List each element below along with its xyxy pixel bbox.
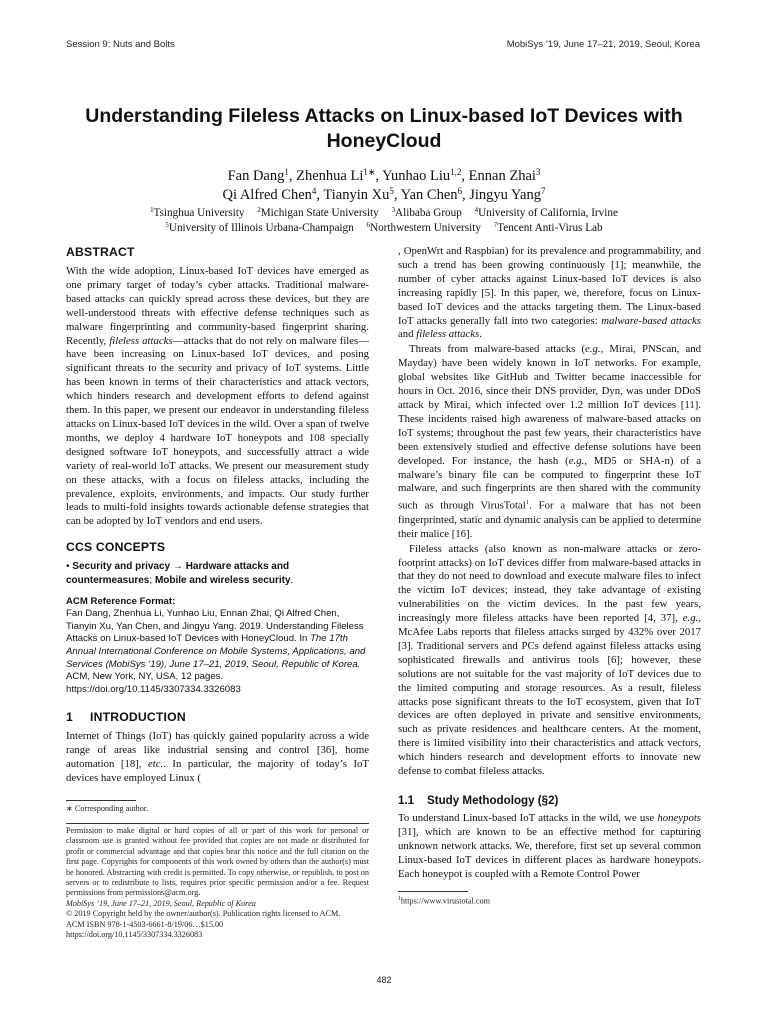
- affiliation-line-1: [60, 206, 708, 220]
- intro-paragraph-1-start: Internet of Things (IoT) has quickly gained popularity across a wide range of areas like industrial sensing and control [36], home automation [18], etc.. In particular, the majority of today’s IoT devices have employed Linux (: [66, 730, 369, 785]
- author-name: Qi Alfred Chen: [222, 187, 312, 203]
- acm-reference-text: Fan Dang, Zhenhua Li, Yunhao Liu, Ennan Zhai, Qi Alfred Chen, Tianyin Xu, Yan Chen, and Jingyu Yang. 2019. Understanding Fileless Attacks on Linux-based IoT Devices with HoneyCloud. In The 17th Annual International Conference on Mobile Systems, Applications, and Services (MobiSys ’19), June 17–21, 2019, Seoul, Republic of Korea. ACM, New York, NY, USA, 12 pages. https://doi.org/10.1145/3307334.3326083: [66, 608, 366, 695]
- author-sup: 4: [311, 186, 317, 197]
- author-name: Zhenhua Li: [296, 168, 364, 184]
- author-sup: 5: [389, 186, 394, 197]
- ccs-heading: CCS CONCEPTS: [66, 540, 166, 555]
- author-sup: 1∗: [363, 167, 376, 178]
- acm-reference-label: ACM Reference Format:: [66, 596, 176, 608]
- subsection-heading: 1.1 Study Methodology (§2): [398, 794, 559, 808]
- author-sup: 1,2: [450, 167, 462, 178]
- affiliation: $^3$Alibaba Group: [391, 206, 462, 219]
- ccs-concepts: • Security and privacy → Hardware attacks and countermeasures; Mobile and wireless security.: [66, 561, 294, 586]
- affiliation: $^1$Tsinghua University: [150, 206, 245, 219]
- footnote-rule: [66, 800, 136, 801]
- author-name: Yan Chen: [400, 187, 458, 203]
- left-column: [66, 245, 369, 940]
- affiliation: $^5$University of Illinois Urbana-Champaign: [165, 221, 354, 234]
- author-line-1: Fan Dang$^1$, Zhenhua $Li^{1∗}$, Yunhao Liu$^{1,2}$, Ennan Zhai$^3$: [227, 167, 541, 184]
- footnote-rule-right: [398, 891, 468, 892]
- permission-rule: [66, 823, 369, 824]
- footnote-virustotal: $^1$https://www.virustotal.com: [398, 895, 490, 906]
- virustotal-link[interactable]: https://www.virustotal.com: [400, 896, 490, 906]
- intro-paragraph-2: Threats from malware-based attacks (e.g., Mirai, PNScan, and Mayday) have been widely known in IoT networks. For example, global websites like GitHub and Twitter became inaccessible for hours in Oct. 2016, since their DNS provider, Dyn, was under DDoS attack by Mirai, which infected over 1.2 million IoT devices [11]. These incidents raised high awareness of malware-based attacks on IoT systems; throughout the past few years, their characteristics have been extensively studied and effective defense solutions have been developed. For instance, the hash (e.g., MD5 or SHA-n) of a malware’s binary file can be computed to fingerprint these IoT malware, and such fingerprints are then shared with the community such as through VirusTotal$^1$. For a malware that has not been fingerprinted, static and dynamic analysis can be applied to determine their malice [16].: [398, 343, 702, 540]
- intro-heading: 1 INTRODUCTION: [66, 710, 186, 725]
- author-sup: 1: [284, 167, 289, 178]
- page-number: 482: [376, 975, 392, 985]
- author-sup: 3: [535, 167, 541, 178]
- affiliation: $^2$Michigan State University: [257, 206, 379, 219]
- affiliation-line-2: [60, 221, 708, 235]
- author-line-2: Qi Alfred Chen$^4$, Tianyin Xu$^5$, Yan Chen$^6$, Jingyu Yang$^7$: [222, 186, 546, 203]
- intro-paragraph-3: Fileless attacks (also known as non-malware attacks or zero-footprint attacks) on IoT devices differ from malware-based attacks in that they do not need to download and execute malware files to infect the victim IoT devices; instead, they take advantage of existing vulnerabilities on the victim devices. In the past few years, increasingly more fileless attacks have been reported [4, 37], e.g., McAfee Labs reports that fileless attacks surged by 432% over 2017 [3]. Traditional servers and PCs defend against fileless attacks using sophisticated firewalls and antivirus tools [6]; however, these solutions are not suitable for the vast majority of IoT devices due to the limited computing and storage resources. As a result, fileless attacks pose significant threats to the IoT ecosystem, given that IoT devices are often deployed in private and sensitive environments, such as private residences and healthcare centers. At the moment, there is limited visibility into their characteristics and attack vectors, which hinders research and development efforts to innovate new defense to combat fileless attacks.: [398, 542, 701, 778]
- author-sup: 6: [457, 186, 463, 197]
- venue-line: MobiSys ’19, June 17–21, 2019, Seoul, Republic of Korea: [66, 898, 256, 908]
- abstract-text: With the wide adoption, Linux-based IoT devices have emerged as one primary target of today’s cyber attacks. Traditional malware-based attacks can quickly spread across these devices, but they are well-understood threats with effective defense techniques such as malware fingerprinting and community-based fingerprint sharing. Recently, fileless attacks—attacks that do not rely on malware files—have been increasing on Linux-based IoT devices, and posing significant threats to the security and privacy of IoT systems. Little has been known in terms of their characteristics and attack vectors, which hinders research and development efforts to defend against them. In this paper, we present our endeavor in understanding fileless attacks on Linux-based IoT devices in the wild. Over a span of twelve months, we deploy 4 hardware IoT honeypots and 108 specially designed software IoT honeypots, and successfully attract a wide variety of real-world IoT attacks. We present our measurement study on these attacks, with a focus on fileless attacks, including the prevalence, exploits, environments, and impacts. Our study further leads to multi-fold insights towards actionable defense strategies that can be adopted by IoT vendors and end users.: [66, 265, 369, 528]
- affiliation: $^6$Northwestern University: [366, 221, 481, 234]
- affiliation: $^7$Tencent Anti-Virus Lab: [493, 221, 603, 234]
- copyright-line: © 2019 Copyright held by the owner/author(s). Publication rights licensed to ACM.: [66, 909, 341, 919]
- intro-paragraph-1-cont: , OpenWrt and Raspbian) for its prevalence and programmability, and such a trend has been growing continuously [1]; meanwhile, the number of cyber attacks against Linux-based IoT devices is also increasing rapidly [5]. In this paper, we, therefore, focus on Linux-based IoT devices and the attacks targeting them. The Linux-based IoT attacks generally fall into two categories: malware-based attacks and fileless attacks.: [398, 245, 701, 341]
- affiliation: $^4$University of California, Irvine: [474, 206, 618, 219]
- author-name: Tianyin Xu: [323, 187, 390, 203]
- author-name: Yunhao Liu: [382, 168, 451, 184]
- author-name: Ennan Zhai: [468, 168, 536, 184]
- permission-notice: Permission to make digital or hard copies of all or part of this work for personal or classroom use is granted without fee provided that copies are not made or distributed for profit or commercial advantage and that copies bear this notice and the full citation on the first page. Copyrights for components of this work owned by others than the author(s) must be honored. Abstracting with credit is permitted. To copy otherwise, or republish, to post on servers or to redistribute to lists, requires prior specific permission and/or a fee. Request permissions from permissions@acm.org.: [66, 825, 369, 898]
- author-name: Jingyu Yang: [469, 187, 541, 203]
- subsection-paragraph: To understand Linux-based IoT attacks in the wild, we use honeypots [31], which are known to be an effective method for capturing unknown network attacks. We, therefore, first set up several common Linux-based IoT devices in different places as hardware honeypots. Each honeypot is coupled with a Remote Control Power: [398, 812, 701, 880]
- author-name: Fan Dang: [227, 168, 285, 184]
- running-head-left: Session 9: Nuts and Bolts: [66, 39, 175, 50]
- corresponding-author-note: ∗ Corresponding author.: [66, 804, 149, 814]
- abstract-heading: ABSTRACT: [66, 245, 135, 259]
- author-sup: 7: [540, 186, 546, 197]
- right-column: [398, 245, 701, 907]
- paper-title: Understanding Fileless Attacks on Linux-based IoT Devices with HoneyCloud: [85, 105, 683, 152]
- doi-line[interactable]: https://doi.org/10.1145/3307334.3326083: [66, 930, 203, 940]
- running-head-right: MobiSys ’19, June 17–21, 2019, Seoul, Korea: [506, 39, 700, 50]
- isbn-line: ACM ISBN 978-1-4503-6661-8/19/06…$15.00: [66, 919, 224, 929]
